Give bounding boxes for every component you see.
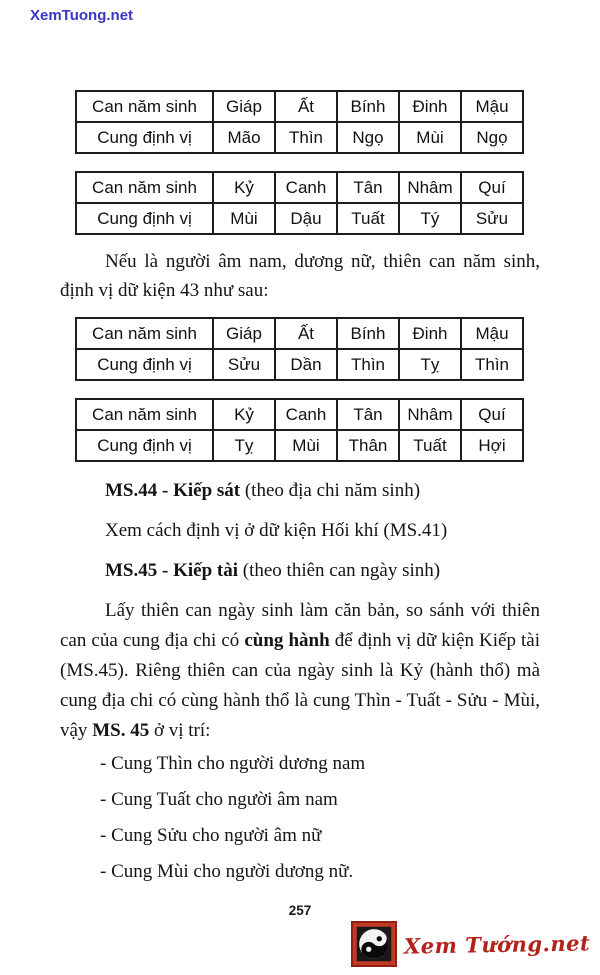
table-cell: Quí [461,399,523,430]
table-cell: Kỷ [213,172,275,203]
table-cell: Thìn [461,349,523,380]
table-row [76,122,523,153]
table-cell: Mậu [461,91,523,122]
ms45-note: (theo thiên can ngày sinh) [238,560,441,581]
table-cell: Tuất [399,430,461,461]
table-cell: Sửu [461,203,523,234]
table-cell: Bính [337,91,399,122]
table-cell: Mùi [275,430,337,461]
xemtuong-logo[interactable] [351,921,590,967]
table-cell: Mậu [461,318,523,349]
yin-yang-icon [351,921,397,967]
table-cell: Tỵ [213,430,275,461]
table-am-nam-duong-nu [75,317,524,381]
table-row [76,349,523,380]
table-cell: Can năm sinh [76,318,213,349]
page-number: 257 [288,903,312,918]
table-cell: Cung định vị [76,349,213,380]
ms45-heading [105,556,540,585]
table-duong-nam-am-nu [75,90,524,154]
table-cell: Mùi [399,122,461,153]
table-cell: Mùi [213,203,275,234]
table-cell: Can năm sinh [76,91,213,122]
table-cell: Giáp [213,91,275,122]
table-cell: Giáp [213,318,275,349]
table-cell: Thìn [275,122,337,153]
table-cell: Canh [275,399,337,430]
ms44-label: MS.44 - Kiếp sát [105,480,241,501]
table-cell: Thân [337,430,399,461]
table-cell: Tuất [337,203,399,234]
table-cell: Ngọ [461,122,523,153]
table-row [76,172,523,203]
table-cell: Tý [399,203,461,234]
table-cell: Tỵ [399,349,461,380]
intro-paragraph: Nếu là người âm nam, dương nữ, thiên can năm sinh, định vị dữ kiện 43 như sau: [60,251,540,301]
table-duong-nam-am-nu-2 [75,171,524,235]
body-bold-ms45: MS. 45 [92,720,150,741]
table-row [76,399,523,430]
table-cell: Can năm sinh [76,399,213,430]
table-cell: Ngọ [337,122,399,153]
body-paragraph [60,596,540,746]
table-cell: Tân [337,399,399,430]
body-text: Lấy thiên can ngày sinh làm căn bản, so sánh với thiên can của cung địa chi có [60,600,540,651]
list-item: - Cung Thìn cho người dương nam [100,753,366,774]
ms45-label: MS.45 - Kiếp tài [105,560,238,581]
ms44-note: (theo địa chi năm sinh) [240,480,421,501]
table-cell: Tân [337,172,399,203]
table-cell: Nhâm [399,399,461,430]
list-item: - Cung Tuất cho người âm nam [100,789,338,810]
table-cell: Can năm sinh [76,172,213,203]
table-row [76,91,523,122]
list-item: - Cung Sửu cho người âm nữ [100,825,322,846]
list-item: - Cung Mùi cho người dương nữ. [100,861,354,882]
table-cell: Hợi [461,430,523,461]
body-text: ở vị trí: [149,720,211,741]
table-cell: Mão [213,122,275,153]
site-link[interactable]: XemTuong.net [30,7,134,24]
table-cell: Nhâm [399,172,461,203]
ms44-heading [105,476,540,505]
table-cell: Cung định vị [76,122,213,153]
table-cell: Đinh [399,318,461,349]
table-row [76,430,523,461]
table-cell: Thìn [337,349,399,380]
table-cell: Đinh [399,91,461,122]
table-cell: Ất [275,318,337,349]
table-cell: Cung định vị [76,203,213,234]
table-am-nam-duong-nu-2 [75,398,524,462]
table-cell: Canh [275,172,337,203]
body-bold-cung-hanh: cùng hành [244,630,330,651]
table-cell: Dần [275,349,337,380]
table-cell: Kỷ [213,399,275,430]
logo-text: Xem Tướng.net [403,929,591,959]
table-cell: Sửu [213,349,275,380]
table-cell: Quí [461,172,523,203]
table-cell: Bính [337,318,399,349]
table-cell: Cung định vị [76,430,213,461]
ms41-reference: Xem cách định vị ở dữ kiện Hối khí (MS.41) [105,520,448,541]
table-cell: Dậu [275,203,337,234]
table-row [76,318,523,349]
table-cell: Ất [275,91,337,122]
body-text: để định vị dữ kiện Kiếp tài (MS.45). Riêng thiên can của ngày sinh là Kỷ (hành thổ) mà cung địa chi có cùng hành thổ là cung Thìn - Tuất - Sửu - Mùi, vậy [60,630,540,741]
table-row [76,203,523,234]
